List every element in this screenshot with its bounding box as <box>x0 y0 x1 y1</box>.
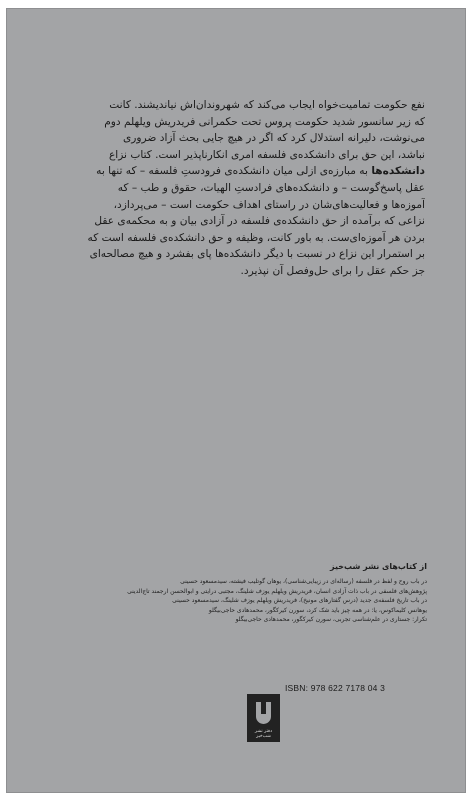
book-item: پژوهش‌های فلسفی در باب ذات آزادی انسان، فریدریش ویلهلم یوزف شلینگ، مجتبی درایتی و ابوالحسن ارجمند تاج‌الدینی <box>127 587 427 595</box>
blurb-line: نفع حکومت تمامیت‌خواه ایجاب می‌کند که شهروندان‌اش نیاندیشند. کانت <box>109 99 425 111</box>
book-item: تکرار: جستاری در علم‌شناسی تجربی، سورن کیرکگور، محمدهادی حاجی‌بیگلو <box>235 616 427 624</box>
blurb-text <box>62 97 425 280</box>
book-item: در باب روح و لفظ در فلسفه (رساله‌ای در زیبایی‌شناسی)، یوهان گوتلیب فیشته، سیدمسعود حسینی <box>180 578 427 585</box>
blurb-line <box>62 163 425 180</box>
publisher-logo-icon <box>247 694 280 742</box>
blurb-line: جز حکم عقل را برای حل‌وفصل آن نپذیرد. <box>240 264 425 277</box>
books-list-title: از کتاب‌های نشر شب‌خیز <box>329 562 427 571</box>
isbn-number: ISBN: 978 622 7178 04 3 <box>285 683 386 693</box>
book-back-cover <box>6 8 466 793</box>
blurb-line: می‌نوشت، دلیرانه استدلال کرد که اگر در هیچ جایی بحث آزاد ضروری <box>123 132 425 145</box>
blurb-line: که زیر سانسور شدید حکومت پروس تحت حکمرانی فریدریش ویلهلم دوم <box>104 115 425 128</box>
blurb-line-rest: به مبارزه‌ی ازلی میان دانشکده‌ی فرودستِ فلسفه – که تنها به <box>96 165 368 178</box>
blurb-line: عقل پاسخ‌گوست – و دانشکده‌های فرادستِ الهیات، حقوق و طب – که <box>117 181 425 194</box>
publisher-books-list <box>57 562 427 625</box>
blurb-line: نباشد، این حق برای دانشکده‌ی فلسفه امری انکارناپذیر است. کتاب نزاع <box>108 148 425 161</box>
blurb-line: بردن هر آموزه‌ای‌ست. به باور کانت، وظیفه و حق دانشکده‌ی فلسفه است که <box>87 231 425 244</box>
blurb-line: آموزه‌ها و فعالیت‌های‌شان در راستای اهداف حکومت است – می‌پردازد، <box>113 198 425 211</box>
blurb-line: بر استمرار این نزاع در نسبت با دیگر دانشکده‌ها پای بفشرد و هیچ مصالحه‌ای <box>89 248 425 261</box>
logo-mark <box>256 702 271 724</box>
book-item: یوهانس کلیماکوس، یا: در همه چیز باید شک کرد، سورن کیرکگور، محمدهادی حاجی‌بیگلو <box>208 606 427 614</box>
logo-text: دفتر نشر شب‌خیز <box>254 729 273 739</box>
blurb-bold-word: دانشکده‌ها <box>371 165 425 178</box>
blurb-line: نزاعی که برآمده از حق دانشکده‌ی فلسفه در آزادی بیان و به محکمه‌ی عقل <box>94 215 425 228</box>
book-item: در باب تاریخ فلسفه‌ی جدید (درس گفتارهای مونیخ)، فریدریش ویلهلم یوزف شلینگ، سیدمسعود حسینی <box>172 597 427 605</box>
